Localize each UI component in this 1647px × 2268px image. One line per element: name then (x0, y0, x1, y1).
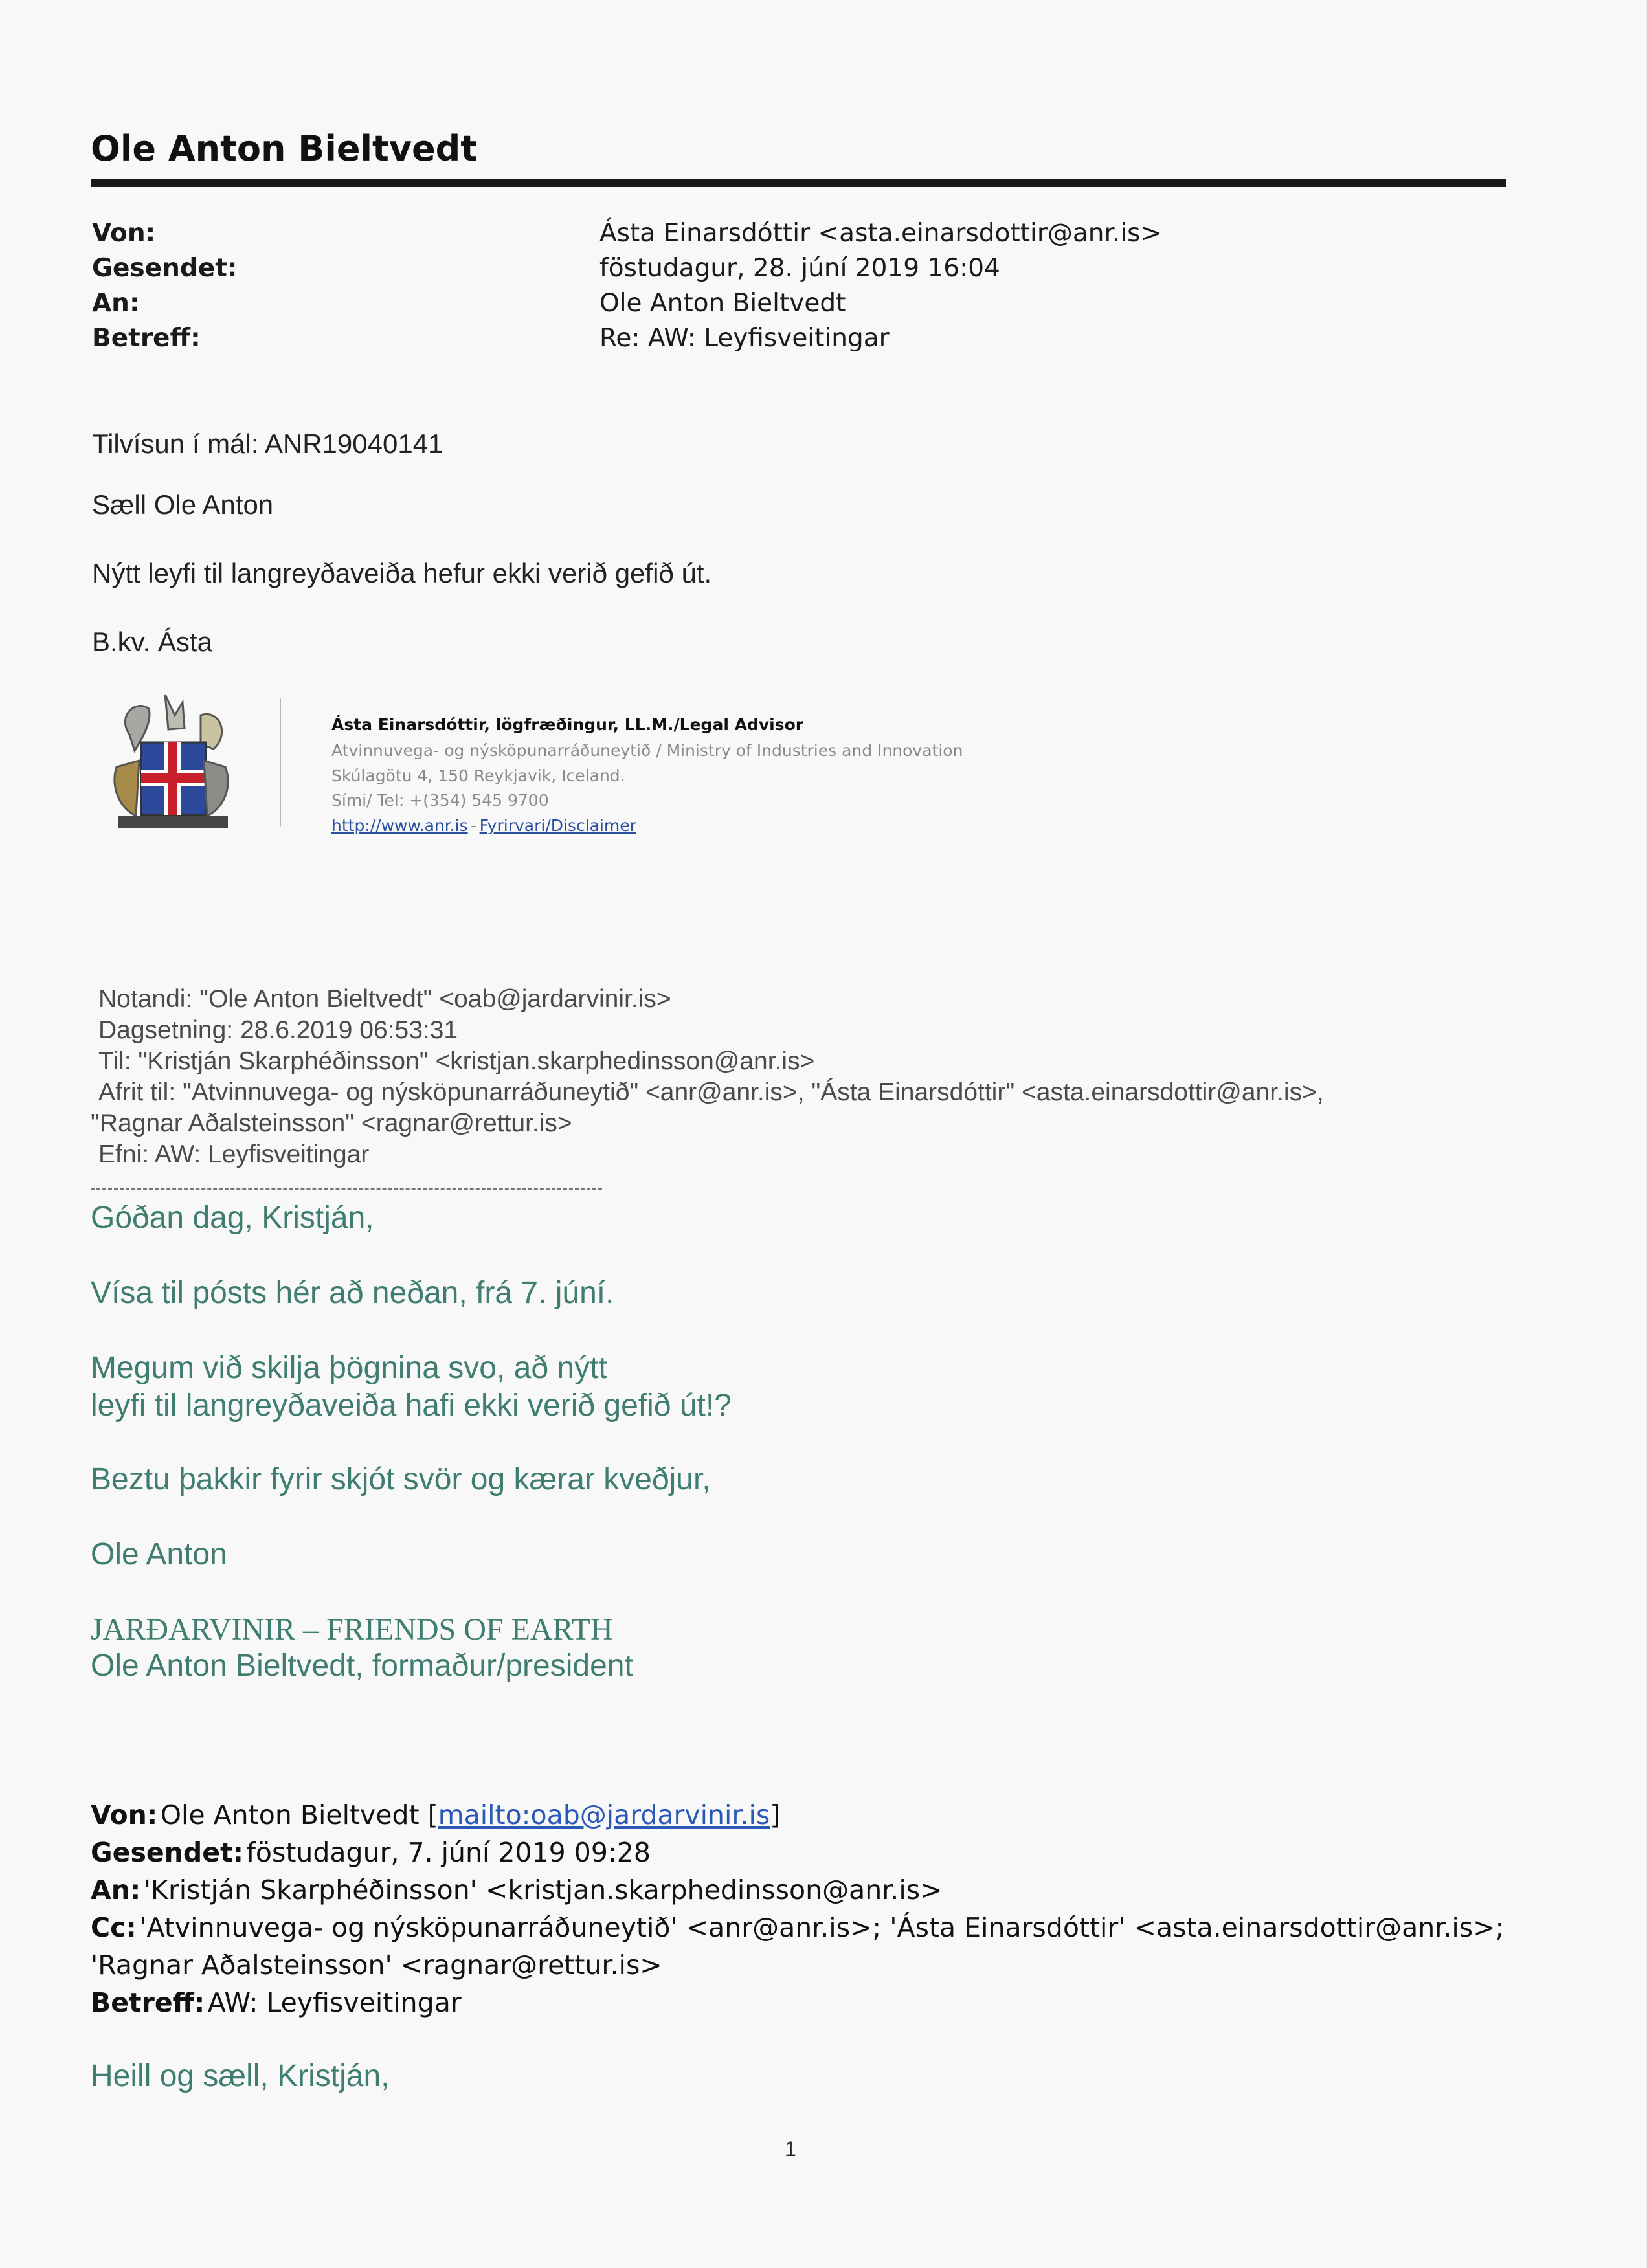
from-value: Ásta Einarsdóttir <asta.einarsdottir@anr.is> (599, 219, 1162, 248)
forwarded-cc: Afrit til: "Atvinnuvega- og nýsköpunarráðuneytið" <anr@anr.is>, "Ásta Einarsdóttir" <asta.einarsdottir@anr.is>, (98, 1078, 1324, 1106)
signature-name: Ásta Einarsdóttir, lögfræðingur, LL.M./Legal Advisor (331, 715, 804, 734)
original-cc-continued: 'Ragnar Aðalsteinsson' <ragnar@rettur.is> (91, 1950, 662, 1981)
forwarded-line-3: Beztu þakkir fyrir skjót svör og kærar kveðjur, (91, 1462, 711, 1496)
original-sent-label: Gesendet: (91, 1837, 244, 1868)
coat-of-arms-icon (104, 689, 240, 835)
signature-address: Skúlagötu 4, 150 Reykjavik, Iceland. (331, 766, 625, 785)
sender-title: Ole Anton Bieltvedt, formaður/president (91, 1649, 633, 1683)
mailto-link[interactable]: mailto:oab@jardarvinir.is (438, 1799, 770, 1830)
original-subject (91, 1987, 462, 2018)
original-to (91, 1874, 942, 1906)
forwarded-date: Dagsetning: 28.6.2019 06:53:31 (98, 1016, 458, 1044)
original-cc-label: Cc: (91, 1912, 137, 1943)
original-to-value: 'Kristján Skarphéðinsson' <kristjan.skarphedinsson@anr.is> (143, 1874, 943, 1906)
original-cc (91, 1912, 1504, 1943)
title-divider (91, 179, 1506, 187)
forwarded-greeting: Góðan dag, Kristján, (91, 1201, 374, 1235)
forwarded-subject: Efni: AW: Leyfisveitingar (98, 1140, 370, 1168)
original-from (91, 1799, 780, 1830)
forwarded-line-2a: Megum við skilja þögnina svo, að nýtt (91, 1351, 607, 1385)
forwarded-cc-continued: "Ragnar Aðalsteinsson" <ragnar@rettur.is> (91, 1109, 572, 1137)
subject-label: Betreff: (92, 324, 201, 353)
forwarded-user: Notandi: "Ole Anton Bieltvedt" <oab@jardarvinir.is> (98, 985, 671, 1013)
original-subject-label: Betreff: (91, 1987, 205, 2018)
disclaimer-link[interactable]: Fyrirvari/Disclaimer (479, 816, 636, 835)
forwarded-to: Til: "Kristján Skarphéðinsson" <kristjan.skarphedinsson@anr.is> (98, 1047, 815, 1075)
signature-links (331, 816, 636, 835)
to-value: Ole Anton Bieltvedt (599, 289, 846, 318)
organization-name: JARÐARVINIR – FRIENDS OF EARTH (91, 1612, 613, 1647)
page-number: 1 (785, 2137, 796, 2161)
signature-ministry: Atvinnuvega- og nýsköpunarráðuneytið / Ministry of Industries and Innovation (331, 741, 963, 760)
original-to-label: An: (91, 1874, 141, 1906)
original-subject-value: AW: Leyfisveitingar (207, 1987, 462, 2018)
forwarded-sender: Ole Anton (91, 1537, 227, 1572)
case-reference: Tilvísun í mál: ANR19040141 (92, 428, 443, 459)
reply-greeting: Sæll Ole Anton (92, 489, 274, 520)
original-from-value: Ole Anton Bieltvedt [ (160, 1799, 438, 1830)
forwarded-separator (91, 1188, 602, 1190)
original-cc-value: 'Atvinnuvega- og nýsköpunarráðuneytið' <anr@anr.is>; 'Ásta Einarsdóttir' <asta.einarsdottir@anr.is>; (139, 1912, 1505, 1943)
original-greeting: Heill og sæll, Kristján, (91, 2059, 390, 2093)
forwarded-line-1: Vísa til pósts hér að neðan, frá 7. júní. (91, 1276, 614, 1310)
original-sent (91, 1837, 651, 1868)
sent-label: Gesendet: (92, 254, 238, 283)
original-sent-value: föstudagur, 7. júní 2019 09:28 (246, 1837, 651, 1868)
from-label: Von: (92, 219, 156, 248)
forwarded-line-2b: leyfi til langreyðaveiða hafi ekki verið gefið út!? (91, 1388, 732, 1423)
original-from-label: Von: (91, 1799, 158, 1830)
subject-value: Re: AW: Leyfisveitingar (599, 324, 890, 353)
page-title: Ole Anton Bieltvedt (91, 128, 478, 169)
original-from-close: ] (770, 1799, 781, 1830)
signature-divider (280, 698, 281, 827)
website-link[interactable]: http://www.anr.is (331, 816, 468, 835)
sent-value: föstudagur, 28. júní 2019 16:04 (599, 254, 1000, 283)
link-separator: - (471, 816, 477, 835)
reply-closing: B.kv. Ásta (92, 627, 212, 657)
to-label: An: (92, 289, 140, 318)
signature-phone: Sími/ Tel: +(354) 545 9700 (331, 791, 549, 810)
reply-message: Nýtt leyfi til langreyðaveiða hefur ekki verið gefið út. (92, 558, 712, 588)
